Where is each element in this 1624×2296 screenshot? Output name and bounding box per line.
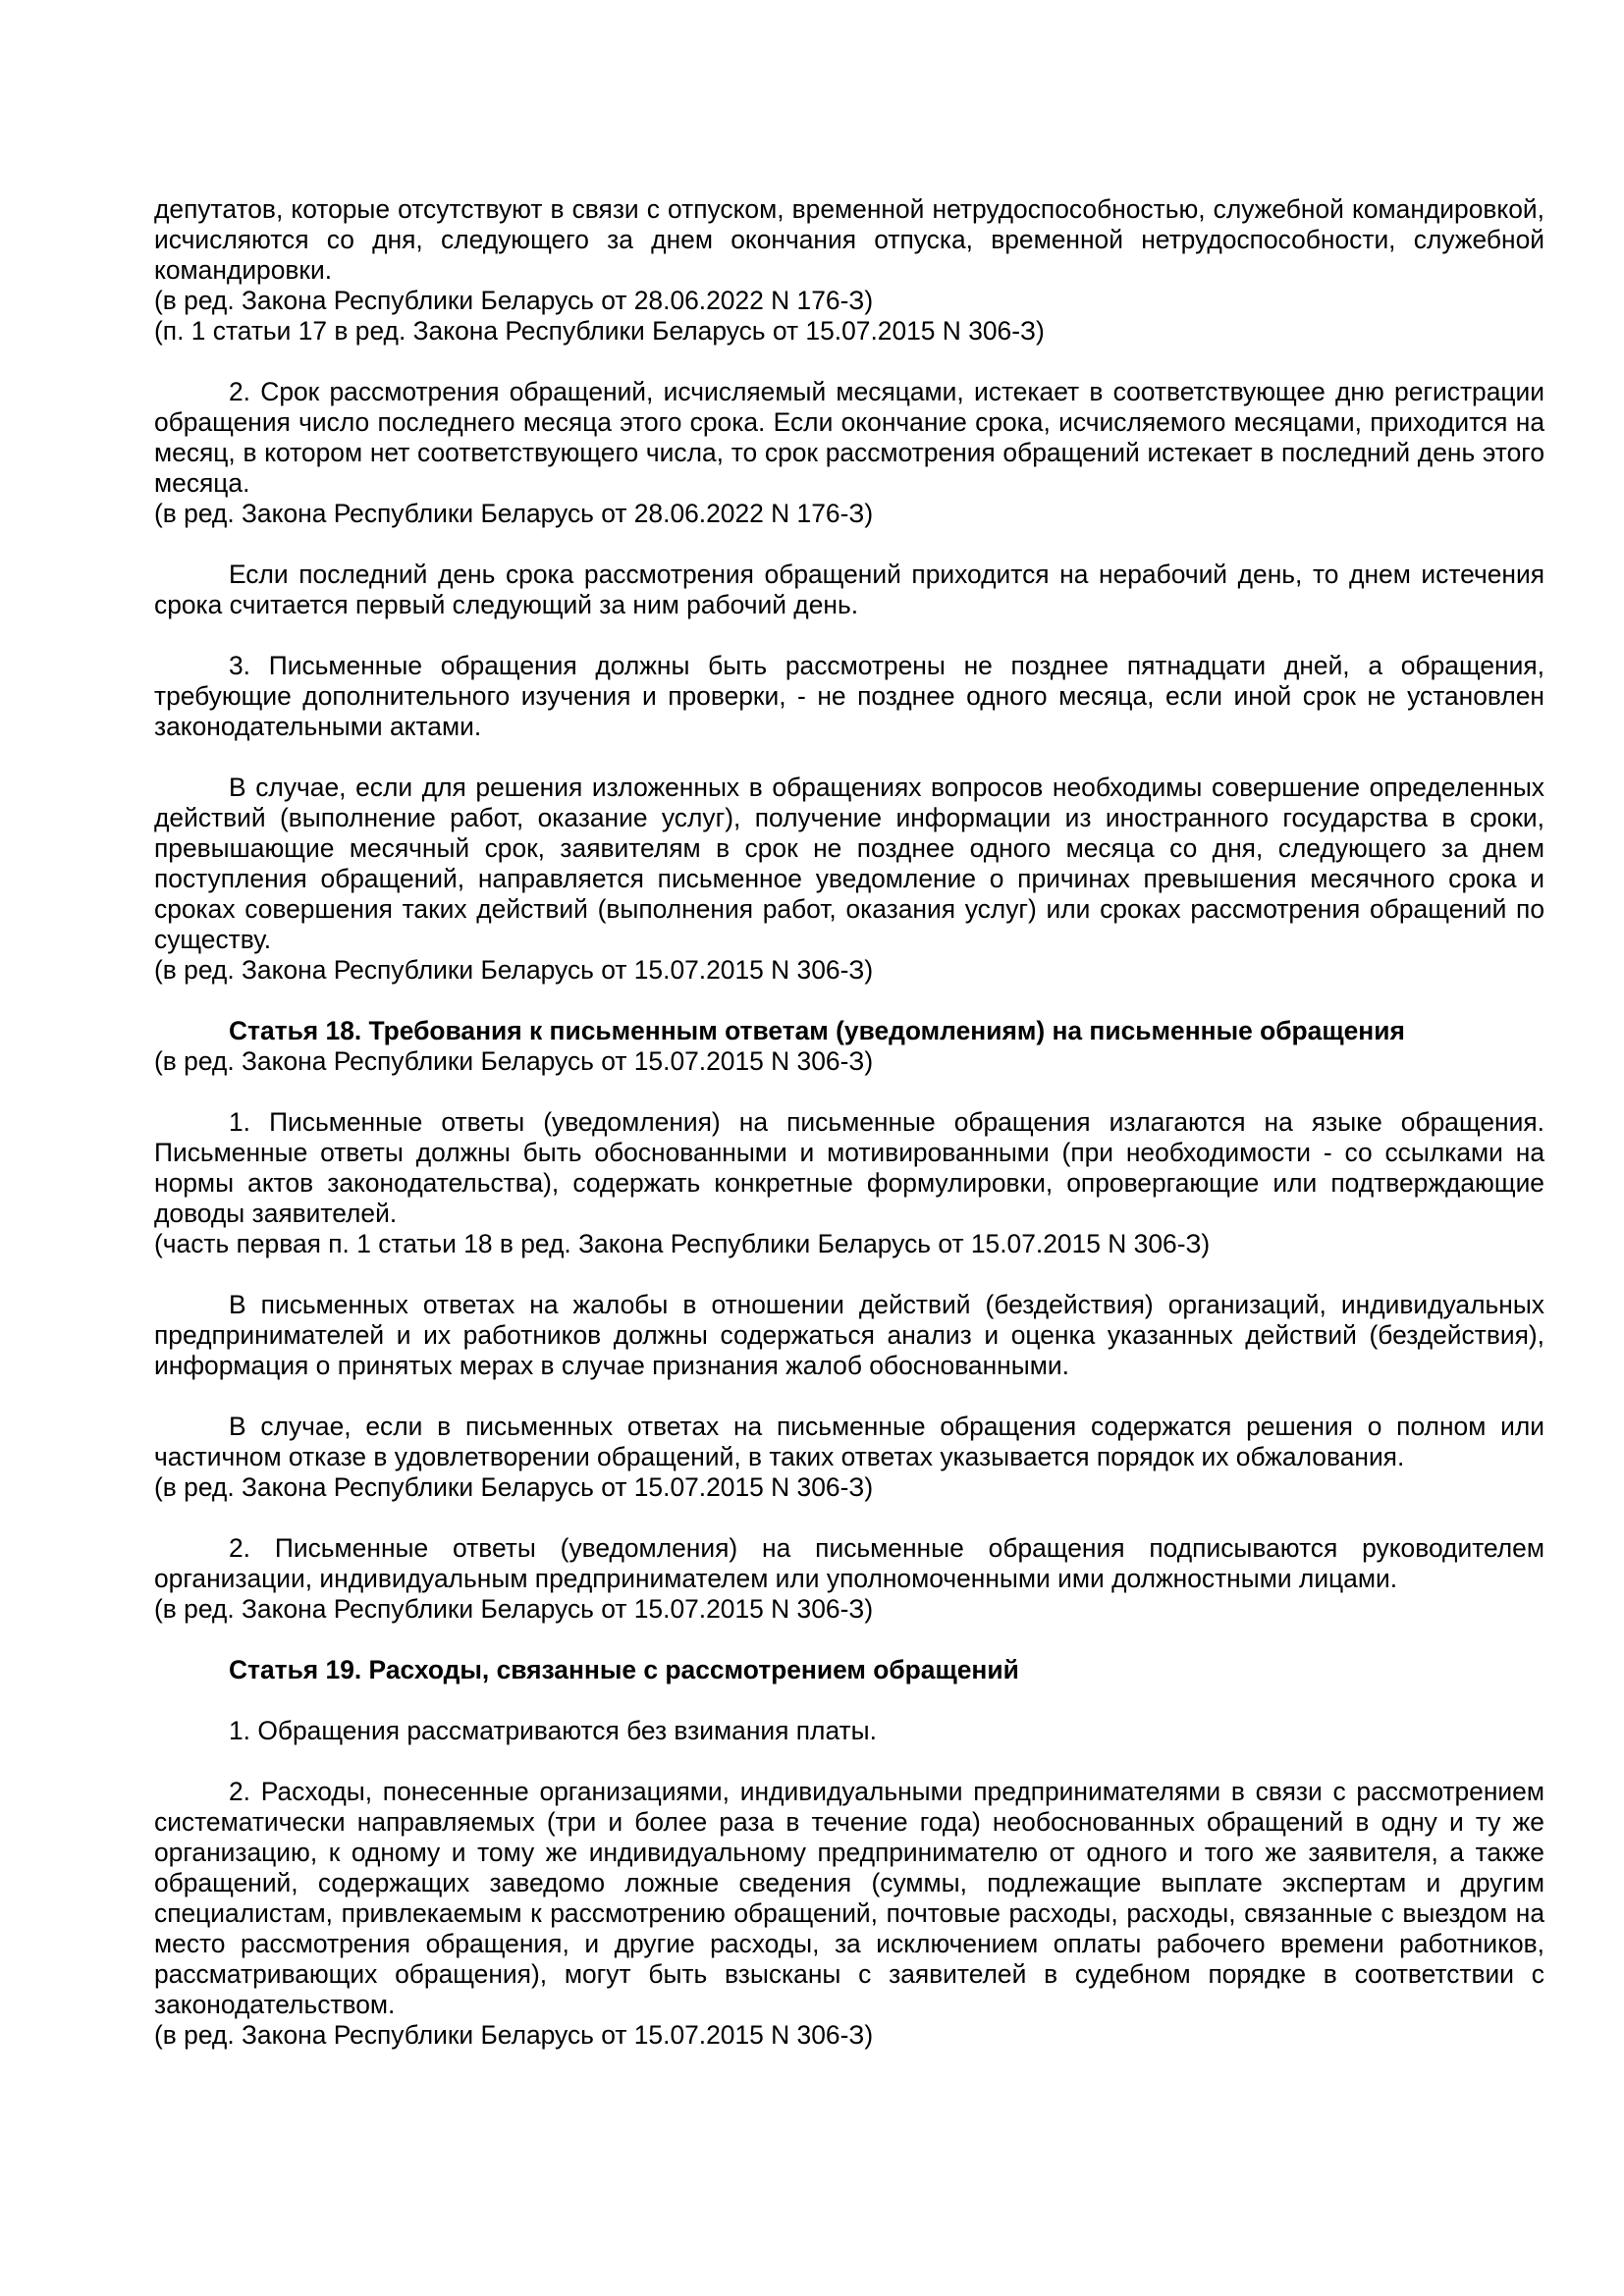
- paragraph-text: Если последний день срока рассмотрения обращений приходится на нерабочий день, то днем истечения срока считается первый следующий за ним рабочий день.: [154, 560, 1544, 619]
- paragraph-text: В случае, если для решения изложенных в обращениях вопросов необходимы совершение определенных действий (выполнение работ, оказание услуг), получение информации из иностранного государства в сроки, превышающие месячный срок, заявителям в срок не позднее одного месяца со дня, следующего за днем поступления обращений, направляется письменное уведомление о причинах превышения месячного срока и сроках совершения таких действий (выполнения работ, оказания услуг) или сроках рассмотрения обращений по существу.: [154, 773, 1544, 954]
- paragraph-art17-p3: [154, 651, 1544, 742]
- paragraph-art17-p2-part2: [154, 560, 1544, 620]
- article-18-heading-block: [154, 1016, 1544, 1077]
- paragraph-art18-p1-part2: [154, 1290, 1544, 1381]
- paragraph-art17-p1-continuation: [154, 194, 1544, 347]
- amendment-note: (в ред. Закона Республики Беларусь от 15.07.2015 N 306-З): [154, 1472, 874, 1502]
- paragraph-text: 2. Письменные ответы (уведомления) на письменные обращения подписываются руководителем организации, индивидуальным предпринимателем или уполномоченными ими должностными лицами.: [154, 1533, 1544, 1593]
- paragraph-text: депутатов, которые отсутствуют в связи с отпуском, временной нетрудоспособностью, служебной командировкой, исчисляются со дня, следующего за днем окончания отпуска, временной нетрудоспособности, служебной командировки.: [154, 194, 1544, 285]
- document-page: [154, 194, 1544, 2081]
- paragraph-art18-p1-part3: [154, 1412, 1544, 1503]
- paragraph-art17-p3-part2: [154, 773, 1544, 986]
- paragraph-art19-p1: [154, 1716, 1544, 1746]
- amendment-note: (в ред. Закона Республики Беларусь от 15.07.2015 N 306-З): [154, 1594, 874, 1624]
- amendment-note: (часть первая п. 1 статьи 18 в ред. Закона Республики Беларусь от 15.07.2015 N 306-З): [154, 1229, 1211, 1258]
- paragraph-text: 1. Обращения рассматриваются без взимания платы.: [229, 1716, 877, 1745]
- paragraph-text: 2. Расходы, понесенные организациями, индивидуальными предпринимателями в связи с рассмотрением систематически направляемых (три и более раза в течение года) необоснованных обращений в одну и ту же организацию, к одному и тому же индивидуальному предпринимателю от одного и того же заявителя, а также обращений, содержащих заведомо ложные сведения (суммы, подлежащие выплате экспертам и другим специалистам, привлекаемым к рассмотрению обращений, почтовые расходы, расходы, связанные с выездом на место рассмотрения обращения, и другие расходы, за исключением оплаты рабочего времени работников, рассматривающих обращения), могут быть взысканы с заявителей в судебном порядке в соответствии с законодательством.: [154, 1777, 1544, 2019]
- paragraph-text: 2. Срок рассмотрения обращений, исчисляемый месяцами, истекает в соответствующее дню регистрации обращения число последнего месяца этого срока. Если окончание срока, исчисляемого месяцами, приходится на месяц, в котором нет соответствующего числа, то срок рассмотрения обращений истекает в последний день этого месяца.: [154, 377, 1544, 498]
- paragraph-art18-p1: [154, 1107, 1544, 1259]
- paragraph-text: 1. Письменные ответы (уведомления) на письменные обращения излагаются на языке обращения. Письменные ответы должны быть обоснованными и мотивированными (при необходимости - со ссылками на нормы актов законодательства), содержать конкретные формулировки, опровергающие или подтверждающие доводы заявителей.: [154, 1107, 1544, 1228]
- article-heading: Статья 19. Расходы, связанные с рассмотрением обращений: [229, 1655, 1019, 1684]
- paragraph-text: В случае, если в письменных ответах на письменные обращения содержатся решения о полном или частичном отказе в удовлетворении обращений, в таких ответах указывается порядок их обжалования.: [154, 1412, 1544, 1471]
- amendment-note: (в ред. Закона Республики Беларусь от 15.07.2015 N 306-З): [154, 955, 874, 985]
- paragraph-text: В письменных ответах на жалобы в отношении действий (бездействия) организаций, индивидуальных предпринимателей и их работников должны содержаться анализ и оценка указанных действий (бездействия), информация о принятых мерах в случае признания жалоб обоснованными.: [154, 1290, 1544, 1380]
- paragraph-art19-p2: [154, 1777, 1544, 2051]
- article-19-heading-block: [154, 1655, 1544, 1685]
- amendment-note: (п. 1 статьи 17 в ред. Закона Республики Беларусь от 15.07.2015 N 306-З): [154, 316, 1045, 346]
- amendment-note: (в ред. Закона Республики Беларусь от 28.06.2022 N 176-З): [154, 286, 874, 315]
- paragraph-text: 3. Письменные обращения должны быть рассмотрены не позднее пятнадцати дней, а обращения, требующие дополнительного изучения и проверки, - не позднее одного месяца, если иной срок не установлен законодательными актами.: [154, 651, 1544, 741]
- amendment-note: (в ред. Закона Республики Беларусь от 15.07.2015 N 306-З): [154, 2020, 874, 2050]
- paragraph-art17-p2: [154, 377, 1544, 529]
- amendment-note: (в ред. Закона Республики Беларусь от 15.07.2015 N 306-З): [154, 1046, 874, 1076]
- amendment-note: (в ред. Закона Республики Беларусь от 28.06.2022 N 176-З): [154, 499, 874, 528]
- article-heading: Статья 18. Требования к письменным ответам (уведомлениям) на письменные обращения: [229, 1016, 1405, 1045]
- paragraph-art18-p2: [154, 1533, 1544, 1625]
